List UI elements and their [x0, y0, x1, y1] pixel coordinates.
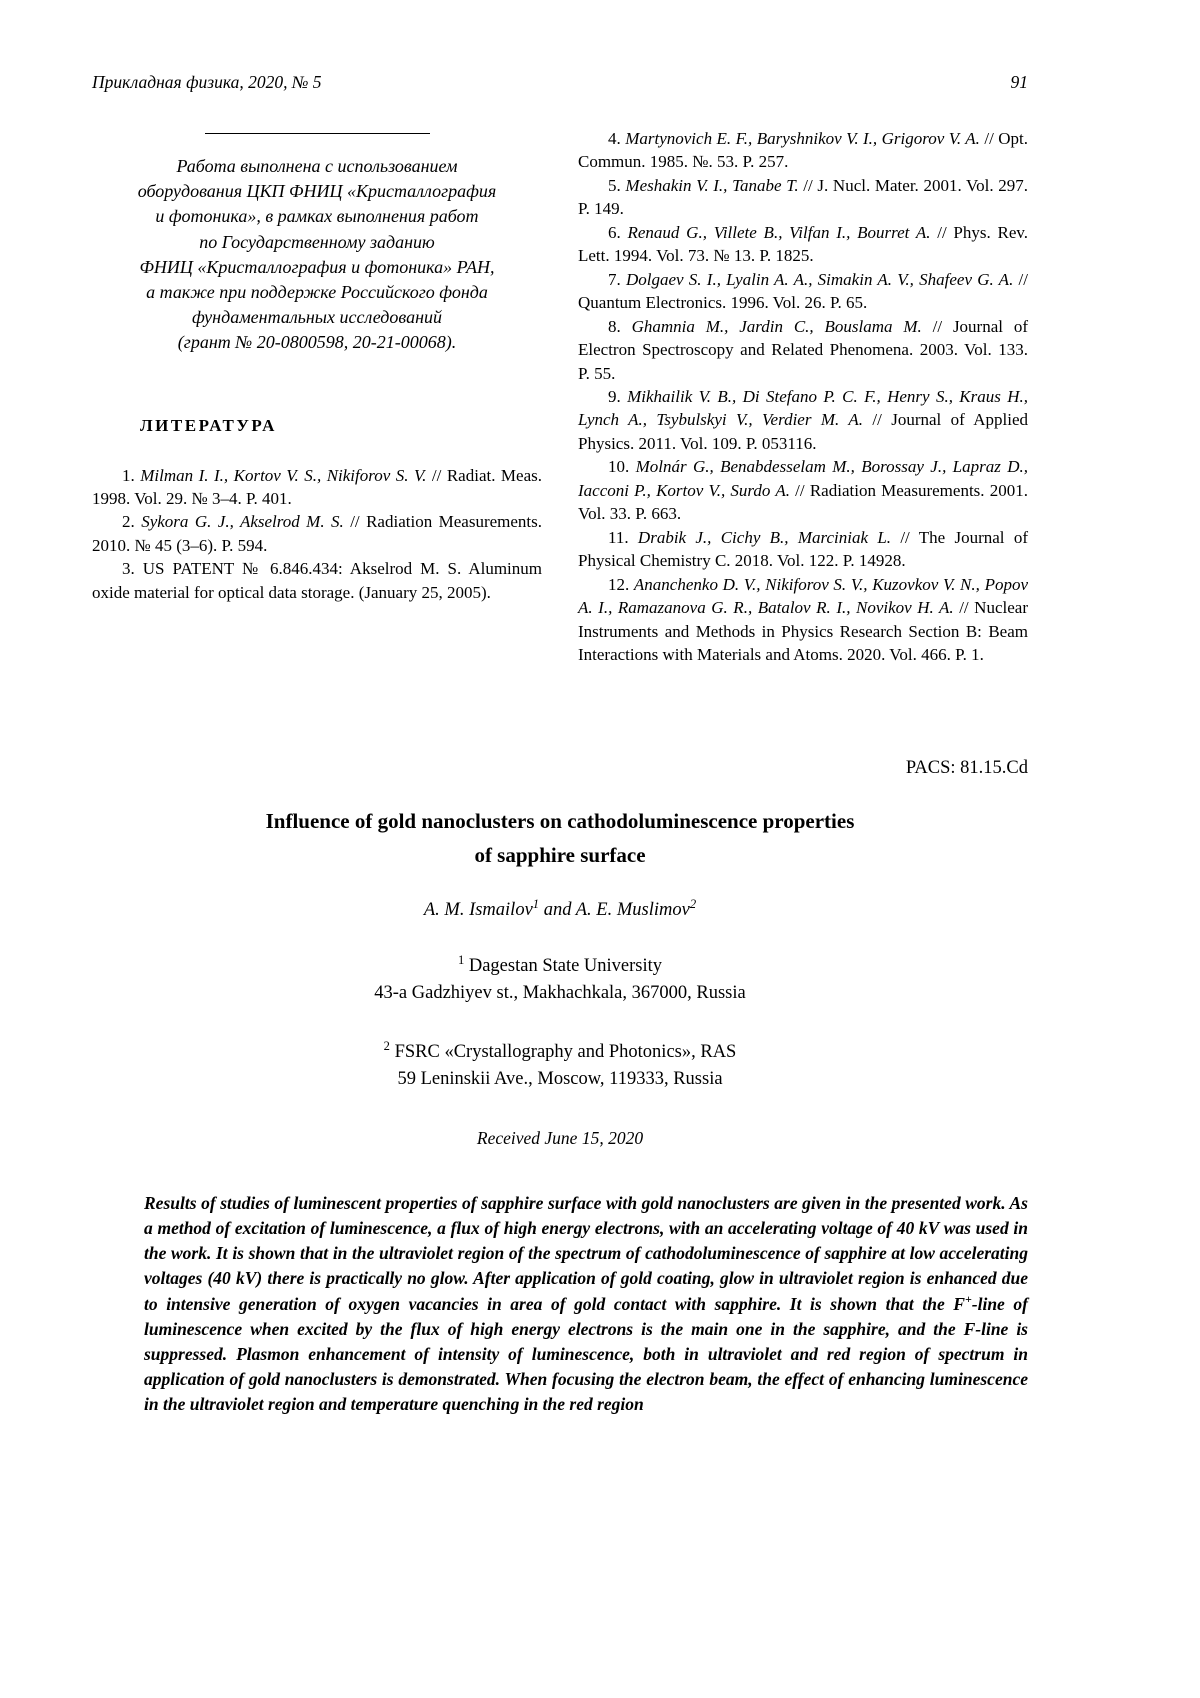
ref-text: // Opt. Commun. 1985. №. 53. P. 257.: [578, 129, 1029, 172]
ref-number: 1.: [122, 465, 141, 485]
literature-heading: ЛИТЕРАТУРА: [140, 415, 277, 435]
ref-text: // Nuclear Instruments and Methods in Physics Research Section B: Beam Interactions with Materials and Atoms. 2020. Vol. 466. P. 1.: [578, 598, 1028, 664]
author-sup-2: 2: [689, 896, 697, 911]
footnote-rule: [205, 133, 430, 134]
affiliation-1-name: [92, 951, 1028, 980]
reference-item: [92, 464, 542, 511]
ref-text: // Radiation Measurements. 2010. № 45 (3–6). P. 594.: [92, 512, 543, 555]
abstract-part-2: -line of luminescence when excited by the flux of high energy electrons is the main one in the sapphire, and the F-line is suppressed. Plasmon enhancement of intensity of luminescence, both in ultraviolet and red region of spectrum in application of gold nanoclusters is demonstrated. When focusing the electron beam, the effect of enhancing luminescence in the ultraviolet region and temperature quenching in the red region: [144, 1294, 1028, 1415]
ref-number: 5.: [608, 175, 626, 195]
right-column: [578, 127, 1028, 666]
ref-number: 11.: [608, 527, 638, 547]
ref-number: 12.: [608, 574, 634, 594]
reference-item: [92, 557, 542, 604]
article-front-matter: [92, 758, 1028, 1417]
ref-number: 2.: [122, 512, 142, 532]
ref-text: US PATENT № 6.846.434: Akselrod M. S. Aluminum oxide material for optical data storage. (January 25, 2005).: [92, 559, 542, 602]
ref-authors: Martynovich E. F., Baryshnikov V. I., Grigorov V. A.: [625, 129, 980, 148]
reference-item: [578, 526, 1028, 573]
reference-item: [578, 268, 1028, 315]
ref-authors: Ghamnia M., Jardin C., Bouslama M.: [631, 316, 922, 336]
ref-number: 8.: [608, 316, 632, 336]
reference-columns: [92, 127, 1028, 666]
reference-list-left: [92, 464, 542, 605]
reference-item: [578, 221, 1028, 268]
reference-item: [578, 127, 1028, 174]
abstract-part-1: Results of studies of luminescent properties of sapphire surface with gold nanoclusters are given in the presented work. As a method of excitation of luminescence, a flux of high energy electrons, with an accelerating voltage of 40 kV was used in the work. It is shown that in the ultraviolet region of the spectrum of cathodoluminescence of sapphire at low accelerating voltages (40 kV) there is practically no glow. After application of gold coating, glow in ultraviolet region is enhanced due to intensive generation of oxygen vacancies in area of gold contact with sapphire. It is shown that the F: [144, 1193, 1028, 1315]
ref-authors: Meshakin V. I., Tanabe T.: [625, 175, 799, 195]
abstract-f-plus-sup: +: [964, 1292, 972, 1307]
article-authors: [92, 897, 1028, 921]
page-number: 91: [1010, 72, 1028, 92]
affiliation-2: [92, 1037, 1028, 1093]
reference-item: [578, 174, 1028, 221]
affiliation-2-address: 59 Leninskii Ave., Moscow, 119333, Russia: [397, 1068, 723, 1089]
running-head: [92, 72, 1028, 93]
ref-authors: Milman I. I., Kortov V. S., Nikiforov S. V.: [140, 465, 427, 485]
ref-authors: Molnár G., Benabdesselam M., Borossay J., Lapraz D., Iacconi P., Kortov V., Surdo A.: [578, 457, 1028, 500]
ref-text: // Radiat. Meas. 1998. Vol. 29. № 3–4. P. 401.: [92, 465, 543, 508]
affiliation-2-name: [92, 1037, 1028, 1066]
ref-text: // Journal of Electron Spectroscopy and Related Phenomena. 2003. Vol. 133. P. 55.: [578, 316, 1028, 383]
ref-authors: Sykora G. J., Akselrod M. S.: [141, 512, 344, 532]
ref-text: // The Journal of Physical Chemistry C. 2018. Vol. 122. P. 14928.: [578, 527, 1028, 571]
abstract: [144, 1191, 1028, 1417]
ref-number: 3.: [122, 559, 143, 579]
affiliation-1-address: 43-a Gadzhiyev st., Makhachkala, 367000, Russia: [374, 982, 746, 1003]
reference-item: [578, 385, 1028, 455]
ref-text: // Radiation Measurements. 2001. Vol. 33. P. 663.: [578, 480, 1028, 524]
author-name-2: and A. E. Muslimov: [539, 899, 690, 920]
reference-list-right: [578, 127, 1028, 666]
ref-number: 6.: [608, 222, 628, 242]
ref-authors: Drabik J., Cichy B., Marciniak L.: [637, 527, 892, 547]
affiliation-2-sup: 2: [383, 1038, 390, 1053]
reference-item: [92, 510, 542, 557]
ref-authors: Ananchenko D. V., Nikiforov S. V., Kuzovkov V. N., Popov A. I., Ramazanova G. R., Batalov R. I., Novikov H. A.: [578, 574, 1028, 618]
ref-authors: Dolgaev S. I., Lyalin A. A., Simakin A. V., Shafeev G. A.: [625, 269, 1014, 289]
pacs-code: PACS: 81.15.Cd: [905, 758, 1028, 779]
ref-number: 10.: [608, 457, 636, 477]
reference-item: [578, 573, 1028, 667]
ref-text: // J. Nucl. Mater. 2001. Vol. 297. P. 149.: [578, 175, 1029, 219]
affiliation-1: [92, 951, 1028, 1007]
reference-item: [578, 315, 1028, 385]
received-date: Received June 15, 2020: [476, 1128, 644, 1149]
ref-number: 7.: [608, 269, 626, 289]
journal-title: Прикладная физика, 2020, № 5: [92, 72, 322, 92]
ref-authors: Renaud G., Villete B., Vilfan I., Bourret A.: [627, 222, 931, 242]
reference-item: [578, 455, 1028, 525]
affiliation-1-sup: 1: [457, 952, 465, 967]
affiliation-2-institution: FSRC «Crystallography and Photonics», RAS: [389, 1041, 737, 1062]
ref-number: 4.: [608, 129, 626, 148]
left-column: [92, 127, 542, 666]
article-title: Influence of gold nanoclusters on cathodoluminescence properties of sapphire surface: [265, 809, 855, 868]
ref-text: // Phys. Rev. Lett. 1994. Vol. 73. № 13. P. 1825.: [578, 222, 1029, 266]
affiliation-1-institution: Dagestan State University: [464, 955, 663, 976]
author-sup-1: 1: [532, 896, 540, 911]
ref-number: 9.: [608, 386, 628, 406]
acknowledgement-note: Работа выполнена с использованием оборудования ЦКП ФНИЦ «Кристаллография и фотоника», в рамках выполнения работ по Государственному заданию ФНИЦ «Кристаллография и фотоника» РАН, а также при поддержке Российского фонда фундаментальных исследований (грант № 20-0800598, 20-21-00068).: [137, 156, 497, 353]
author-name-1: A. M. Ismailov: [423, 899, 533, 920]
ref-text: // Quantum Electronics. 1996. Vol. 26. P. 65.: [578, 269, 1029, 313]
ref-authors: Mikhailik V. B., Di Stefano P. C. F., Henry S., Kraus H., Lynch A., Tsybulskyi V., Verdier M. A.: [578, 386, 1028, 430]
ref-text: // Journal of Applied Physics. 2011. Vol. 109. P. 053116.: [578, 410, 1029, 453]
